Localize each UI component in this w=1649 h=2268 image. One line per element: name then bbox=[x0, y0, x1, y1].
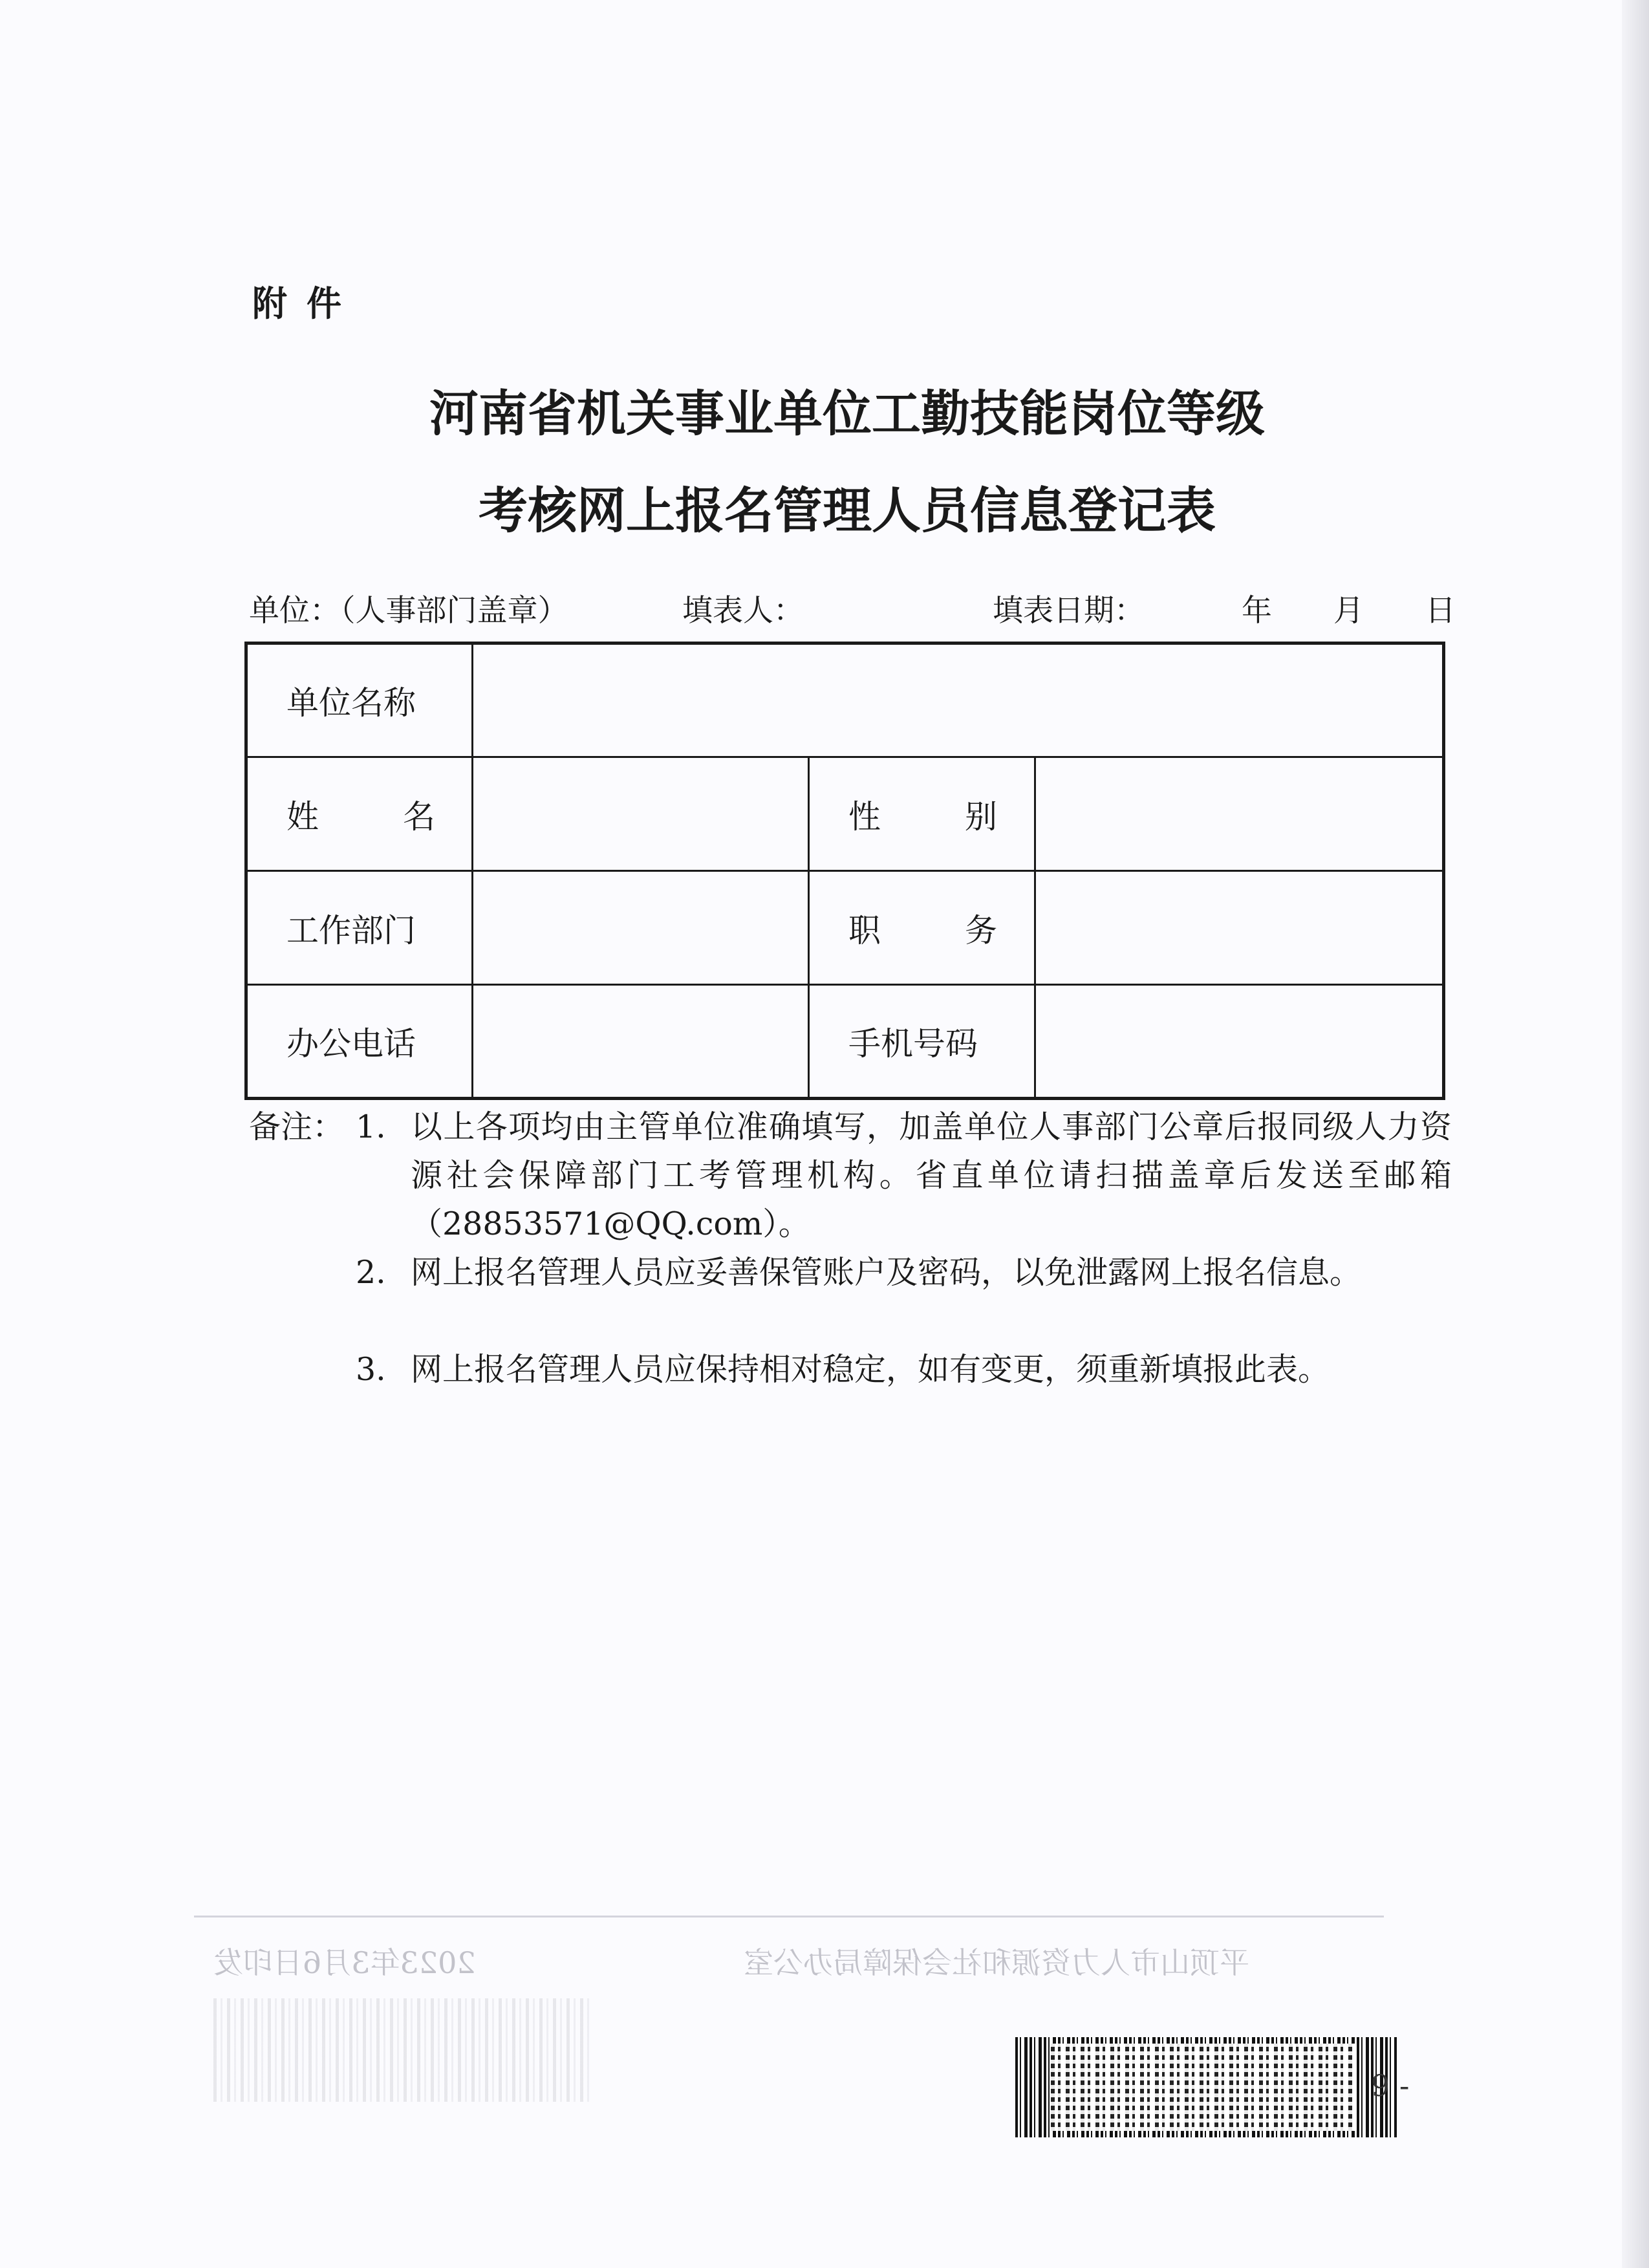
name-field[interactable] bbox=[473, 757, 809, 871]
department-label: 工作部门 bbox=[246, 871, 473, 985]
footer-issuer-bleed: 平顶山市人力资源和社会保障局办公室 bbox=[744, 1945, 1249, 1980]
page-number: 9 - bbox=[1371, 2068, 1410, 2103]
document-barcode bbox=[1015, 2037, 1397, 2137]
table-row bbox=[246, 757, 1444, 871]
table-row bbox=[246, 871, 1444, 985]
barcode-pattern bbox=[1051, 2044, 1355, 2131]
unit-name-label: 单位名称 bbox=[246, 643, 473, 757]
registration-table bbox=[244, 642, 1445, 1100]
footer-date-bleed: 2023年3月6日印发 bbox=[213, 1945, 476, 1980]
note-number: 2. bbox=[356, 1254, 386, 1291]
office-phone-field[interactable] bbox=[473, 985, 809, 1099]
form-title-line-2: 考核网上报名管理人员信息登记表 bbox=[479, 482, 1216, 539]
unit-name-field[interactable] bbox=[473, 643, 1444, 757]
month-label: 月 bbox=[1333, 593, 1364, 629]
note-text: 网上报名管理人员应妥善保管账户及密码，以免泄露网上报名信息。 bbox=[411, 1254, 1362, 1291]
table-row bbox=[246, 985, 1444, 1099]
note-number: 3. bbox=[356, 1351, 386, 1388]
mobile-label: 手机号码 bbox=[809, 985, 1035, 1099]
note-number: 1. bbox=[356, 1108, 386, 1145]
attachment-label: 附件 bbox=[252, 283, 361, 324]
gender-field[interactable] bbox=[1035, 757, 1444, 871]
note-text: 网上报名管理人员应保持相对稳定，如有变更，须重新填报此表。 bbox=[411, 1351, 1330, 1388]
year-label: 年 bbox=[1242, 593, 1272, 629]
gender-label: 性 别 bbox=[809, 757, 1035, 871]
day-label: 日 bbox=[1425, 593, 1456, 629]
form-title-line-1: 河南省机关事业单位工勤技能岗位等级 bbox=[429, 385, 1265, 442]
table-row bbox=[246, 643, 1444, 757]
notes-heading: 备注： bbox=[249, 1108, 345, 1145]
position-field[interactable] bbox=[1035, 871, 1444, 985]
filler-label: 填表人： bbox=[682, 593, 804, 629]
position-label: 职 务 bbox=[809, 871, 1035, 985]
note-text: 以上各项均由主管单位准确填写，加盖单位人事部门公章后报同级人力资源社会保障部门工考管理机构。省直单位请扫描盖章后发送至邮箱（28853571@QQ.com）。 bbox=[411, 1108, 1452, 1242]
footer-rule bbox=[194, 1916, 1384, 1917]
unit-seal-label: 单位：（人事部门盖章） bbox=[249, 593, 568, 629]
mobile-field[interactable] bbox=[1035, 985, 1444, 1099]
department-field[interactable] bbox=[473, 871, 809, 985]
bleed-through-barcode bbox=[213, 1998, 592, 2102]
fill-date bbox=[993, 589, 1456, 634]
page-edge-shadow bbox=[1622, 0, 1649, 2268]
name-label: 姓 名 bbox=[246, 757, 473, 871]
office-phone-label: 办公电话 bbox=[246, 985, 473, 1099]
fill-date-label: 填表日期： bbox=[993, 593, 1145, 629]
